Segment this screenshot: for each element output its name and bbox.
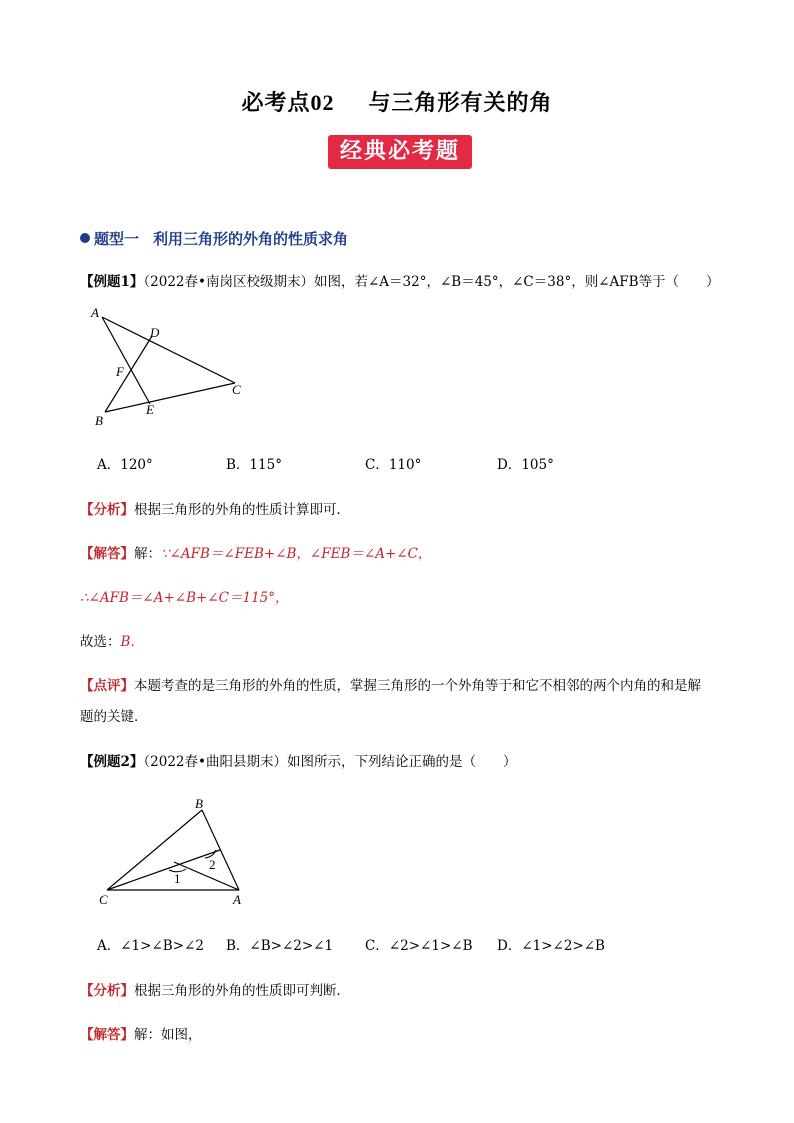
example1-choice-b[interactable]: B．115° (226, 457, 282, 473)
example2-choice-c[interactable]: C．∠2>∠1>∠B (365, 938, 473, 954)
example1-answer-line2: ∴∠AFB＝∠A+∠B+∠C＝115°， (80, 590, 289, 606)
example2-choice-d[interactable]: D．∠1>∠2>∠B (497, 938, 605, 954)
bullet-icon (80, 233, 90, 243)
example1-figure (85, 300, 260, 435)
example2-figure (92, 790, 257, 908)
example2-choice-a[interactable]: A．∠1>∠B>∠2 (97, 938, 204, 954)
segment-CB (107, 810, 202, 890)
example1-stem (80, 270, 720, 290)
answer-prefix: 解： (134, 546, 161, 562)
example1-choice-a[interactable]: A．120° (97, 457, 153, 473)
analysis-tag: 【分析】 (80, 502, 134, 518)
label-C: C (232, 382, 241, 397)
analysis2-text: 根据三角形的外角的性质即可判断． (134, 983, 350, 999)
section-heading (80, 228, 348, 249)
label-B: B (95, 413, 103, 428)
answer2-tag: 【解答】 (80, 1027, 134, 1043)
segment-BC (105, 383, 235, 412)
example1-tag: 【例题1】 (80, 274, 144, 290)
classic-badge: 经典必考题 (328, 135, 472, 169)
answer-choose-value: B． (120, 634, 144, 650)
segment-C-cevian (107, 850, 220, 890)
example1-choice-c[interactable]: C．110° (365, 457, 422, 473)
example2-answer (80, 1023, 202, 1043)
example1-answer-line3 (80, 630, 144, 650)
label-F: F (116, 364, 124, 379)
label-C2: C (99, 892, 108, 907)
example1-question: （2022春•南岗区校级期末）如图，若∠A＝32°，∠B＝45°，∠C＝38°，则∠AFB等于（ ） (143, 274, 720, 290)
example2-choice-b[interactable]: B．∠B>∠2>∠1 (226, 938, 334, 954)
title-text: 与三角形有关的角 (368, 91, 553, 116)
label-A: A (91, 305, 99, 320)
answer-line1: ∵∠AFB＝∠FEB+∠B，∠FEB＝∠A+∠C， (161, 546, 432, 562)
label-angle2: 2 (209, 857, 216, 872)
example1-answer (80, 542, 431, 562)
page-title (0, 86, 794, 117)
segment-BA (202, 810, 239, 890)
label-D: D (150, 325, 160, 340)
example1-comment-line2: 题的关键． (80, 709, 148, 725)
example2-analysis (80, 979, 350, 999)
analysis2-tag: 【分析】 (80, 983, 134, 999)
example2-stem (80, 750, 516, 770)
example1-comment (80, 674, 701, 694)
answer-tag: 【解答】 (80, 546, 134, 562)
example2-question: （2022春•曲阳县期末）如图所示，下列结论正确的是（ ） (143, 754, 517, 770)
segment-A-cevian (174, 862, 239, 890)
analysis-text: 根据三角形的外角的性质计算即可． (134, 502, 350, 518)
label-angle1: 1 (174, 871, 181, 886)
title-code: 必考点02 (241, 90, 335, 115)
example1-analysis (80, 498, 350, 518)
comment-tag: 【点评】 (80, 678, 134, 694)
label-E: E (146, 402, 154, 417)
section-label: 题型一 (94, 230, 140, 248)
example1-choice-d[interactable]: D．105° (497, 457, 554, 473)
section-text: 利用三角形的外角的性质求角 (153, 230, 349, 248)
answer2-text: 解：如图， (134, 1027, 202, 1043)
example2-tag: 【例题2】 (80, 754, 144, 770)
label-B2: B (195, 796, 203, 811)
segment-BD (105, 336, 152, 412)
label-A2: A (233, 892, 241, 907)
comment-line1: 本题考查的是三角形的外角的性质，掌握三角形的一个外角等于和它不相邻的两个内角的和是解 (134, 678, 701, 694)
segment-AE (102, 317, 150, 404)
answer-choose-prefix: 故选： (80, 634, 121, 650)
